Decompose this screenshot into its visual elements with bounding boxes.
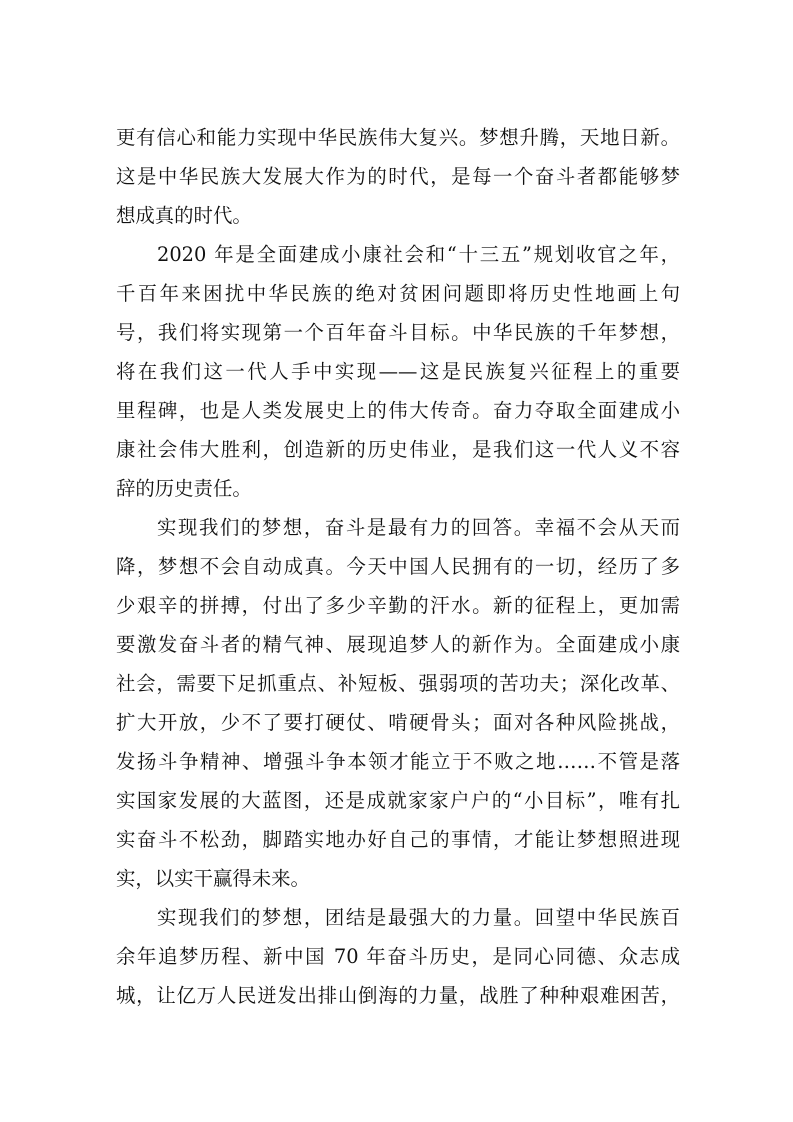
text-line: 实国家发展的大蓝图，还是成就家家户户的“小目标”，唯有扎 bbox=[116, 789, 680, 812]
text-line: 辞的历史责任。 bbox=[116, 477, 252, 500]
text-line: 余年追梦历程、新中国 70 年奋斗历史，是同心同德、众志成 bbox=[116, 945, 680, 968]
body-text bbox=[116, 118, 680, 1015]
text-line: 扩大开放，少不了要打硬仗、啃硬骨头；面对各种风险挑战， bbox=[116, 711, 680, 734]
text-line: 实奋斗不松劲，脚踏实地办好自己的事情，才能让梦想照进现 bbox=[116, 828, 680, 851]
text-line: 实，以实干赢得未来。 bbox=[116, 867, 310, 890]
text-line: 康社会伟大胜利，创造新的历史伟业，是我们这一代人义不容 bbox=[116, 438, 680, 461]
text-line: 将在我们这一代人手中实现——这是民族复兴征程上的重要 bbox=[116, 360, 680, 383]
text-line: 社会，需要下足抓重点、补短板、强弱项的苦功夫；深化改革、 bbox=[116, 672, 680, 695]
text-line: 想成真的时代。 bbox=[116, 204, 252, 227]
text-line: 城，让亿万人民迸发出排山倒海的力量，战胜了种种艰难困苦， bbox=[116, 984, 680, 1007]
text-line: 少艰辛的拼搏，付出了多少辛勤的汗水。新的征程上，更加需 bbox=[116, 594, 680, 617]
text-line: 发扬斗争精神、增强斗争本领才能立于不败之地……不管是落 bbox=[116, 750, 680, 773]
text-line: 里程碑，也是人类发展史上的伟大传奇。奋力夺取全面建成小 bbox=[116, 399, 680, 422]
text-line: 实现我们的梦想，团结是最强大的力量。回望中华民族百 bbox=[157, 906, 680, 929]
text-line: 千百年来困扰中华民族的绝对贫困问题即将历史性地画上句 bbox=[116, 282, 680, 305]
text-line: 降，梦想不会自动成真。今天中国人民拥有的一切，经历了多 bbox=[116, 555, 680, 578]
text-line: 这是中华民族大发展大作为的时代，是每一个奋斗者都能够梦 bbox=[116, 165, 680, 188]
text-line: 号，我们将实现第一个百年奋斗目标。中华民族的千年梦想， bbox=[116, 321, 680, 344]
text-line: 更有信心和能力实现中华民族伟大复兴。梦想升腾，天地日新。 bbox=[116, 126, 680, 149]
text-line: 2020 年是全面建成小康社会和“十三五”规划收官之年， bbox=[157, 243, 680, 266]
text-line: 要激发奋斗者的精气神、展现追梦人的新作为。全面建成小康 bbox=[116, 633, 680, 656]
text-line: 实现我们的梦想，奋斗是最有力的回答。幸福不会从天而 bbox=[157, 516, 680, 539]
